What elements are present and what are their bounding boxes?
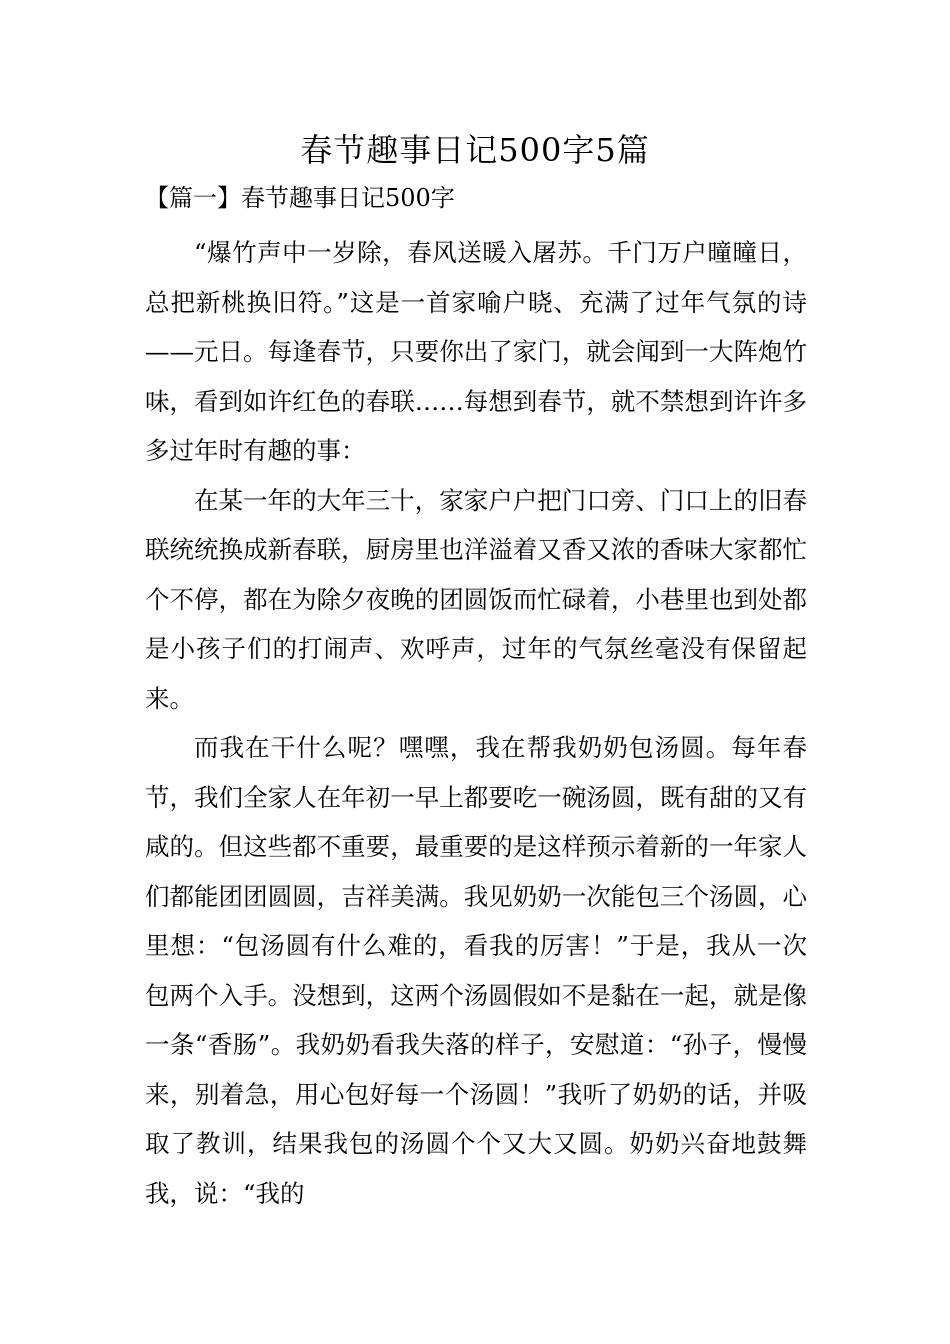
document-body bbox=[145, 228, 807, 1218]
paragraph-3: 而我在干什么呢？嘿嘿，我在帮我奶奶包汤圆。每年春节，我们全家人在年初一早上都要吃一碗汤圆，既有甜的又有咸的。但这些都不重要，最重要的是这样预示着新的一年家人们都能团团圆圆，吉祥美满。我见奶奶一次能包三个汤圆，心里想：“包汤圆有什么难的，看我的厉害！”于是，我从一次包两个入手。没想到，这两个汤圆假如不是黏在一起，就是像一条“香肠”。我奶奶看我失落的样子，安慰道：“孙子，慢慢来，别着急，用心包好每一个汤圆！”我听了奶奶的话，并吸取了教训，结果我包的汤圆个个又大又圆。奶奶兴奋地鼓舞我，说：“我的 bbox=[145, 733, 807, 1208]
document-title: 春节趣事日记500字5篇 bbox=[300, 131, 650, 169]
paragraph-2: 在某一年的大年三十，家家户户把门口旁、门口上的旧春联统统换成新春联，厨房里也洋溢着又香又浓的香味大家都忙个不停，都在为除夕夜晚的团圆饭而忙碌着，小巷里也到处都是小孩子们的打闹声、欢呼声，过年的气氛丝毫没有保留起来。 bbox=[145, 485, 807, 713]
section-heading: 【篇一】春节趣事日记500字 bbox=[145, 184, 455, 212]
paragraph-1: “爆竹声中一岁除，春风送暖入屠苏。千门万户曈曈日，总把新桃换旧符。”这是一首家喻户晓、充满了过年气氛的诗——元日。每逢春节，只要你出了家门，就会闻到一大阵炮竹味，看到如许红色的春联……每想到春节，就不禁想到许许多多过年时有趣的事： bbox=[145, 238, 807, 465]
